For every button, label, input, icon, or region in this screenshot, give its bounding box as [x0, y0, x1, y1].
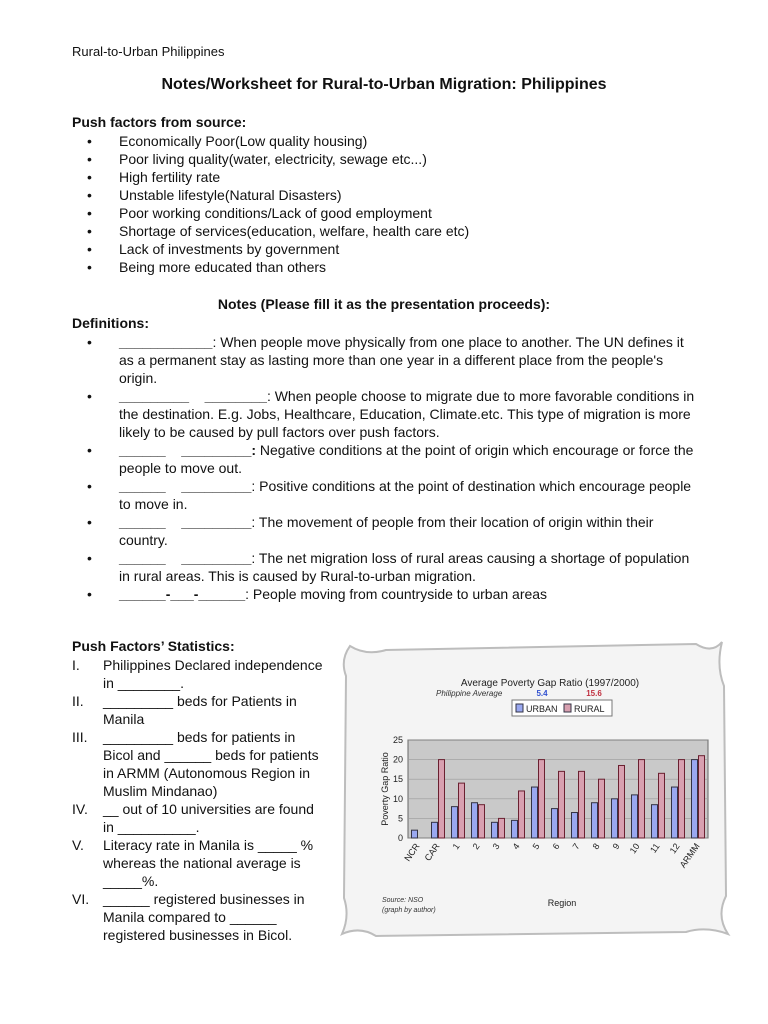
push-factor-text: Poor working conditions/Lack of good employment	[119, 205, 432, 221]
y-axis-label: Poverty Gap Ratio	[380, 752, 390, 826]
stat-item	[72, 728, 327, 800]
bullet: •	[87, 334, 92, 350]
x-axis-label: Region	[547, 898, 577, 908]
chart-average-label: Philippine Average	[436, 689, 503, 698]
bar-rural	[439, 760, 445, 838]
bar-urban	[612, 799, 618, 838]
push-factors-list	[72, 132, 702, 276]
bar-urban	[512, 820, 518, 838]
legend-label-urban: URBAN	[526, 704, 558, 714]
stat-item	[72, 890, 327, 944]
definitions-list	[72, 333, 702, 603]
bullet: •	[87, 151, 92, 167]
notes-heading: Notes (Please fill it as the presentation proceeds):	[217, 296, 551, 312]
y-tick-label: 20	[392, 754, 403, 765]
x-tick-label: 1	[450, 841, 462, 852]
bullet: •	[87, 514, 92, 530]
bullet: •	[87, 586, 92, 602]
stat-number: I.	[72, 657, 80, 673]
legend-swatch-rural	[564, 704, 571, 712]
definition-blank[interactable]: ______ _________:	[119, 442, 257, 458]
bullet: •	[87, 169, 92, 185]
bar-rural	[499, 818, 505, 838]
page-header: Rural-to-Urban Philippines	[72, 44, 225, 59]
bar-urban	[672, 787, 678, 838]
stat-text[interactable]: _________ beds for Patients in Manila	[103, 693, 297, 727]
definition-blank[interactable]: _________ ________	[119, 388, 267, 404]
bar-urban	[412, 830, 418, 838]
definition-blank[interactable]: ______-___-______	[119, 586, 246, 602]
push-factor-item	[72, 132, 702, 150]
push-factor-text: Shortage of services(education, welfare, health care etc)	[119, 223, 470, 239]
definition-item	[72, 441, 702, 477]
bar-urban	[692, 760, 698, 838]
x-tick-label: 4	[510, 841, 522, 852]
stats-list	[72, 656, 327, 944]
stat-item	[72, 692, 327, 728]
bar-urban	[492, 822, 498, 838]
definitions-heading: Definitions:	[72, 315, 149, 331]
definition-text: : When people move physically from one place to another. The UN defines it as a permanent stay as lasting more than one year in a different place from the people's origin.	[119, 334, 684, 386]
x-tick-label: 9	[610, 841, 622, 852]
chart-source-note: (graph by author)	[382, 907, 436, 914]
bar-rural	[479, 805, 485, 838]
bullet: •	[87, 478, 92, 494]
definition-blank[interactable]: ______ _________	[119, 550, 252, 566]
chart-title: Average Poverty Gap Ratio (1997/2000)	[460, 678, 640, 689]
y-tick-label: 25	[392, 735, 403, 745]
stat-number: III.	[72, 729, 88, 745]
push-factor-text: Economically Poor(Low quality housing)	[119, 133, 368, 149]
legend-swatch-urban	[516, 704, 523, 712]
definition-blank[interactable]: ____________	[119, 334, 213, 350]
bullet: •	[87, 259, 92, 275]
push-factor-text: High fertility rate	[119, 169, 221, 185]
push-factor-item	[72, 222, 702, 240]
bar-urban	[632, 795, 638, 838]
bar-rural	[599, 779, 605, 838]
bar-urban	[552, 809, 558, 838]
definition-text: : When people choose to migrate due to more favorable conditions in the destination. E.g. Jobs, Healthcare, Education, Climate.etc. This type of migration is more likely to be caused by pull factors over push factors.	[119, 388, 695, 440]
stat-number: IV.	[72, 801, 88, 817]
bar-urban	[532, 787, 538, 838]
bar-rural	[639, 760, 645, 838]
push-factor-text: Lack of investments by government	[119, 241, 340, 257]
bar-rural	[579, 771, 585, 838]
definition-item	[72, 333, 702, 387]
push-factor-text: Being more educated than others	[119, 259, 327, 275]
x-tick-label: 6	[550, 841, 562, 852]
definition-text: : People moving from countryside to urban areas	[245, 586, 548, 602]
y-tick-label: 15	[392, 774, 403, 785]
y-tick-label: 5	[397, 813, 403, 824]
stat-text[interactable]: Literacy rate in Manila is _____ % whereas the national average is _____%.	[103, 837, 314, 889]
definition-item	[72, 585, 702, 603]
bar-urban	[432, 822, 438, 838]
stat-number: VI.	[72, 891, 90, 907]
definition-text: : Positive conditions at the point of destination which encourage people to move in.	[119, 478, 692, 512]
chart-average-rural: 15.6	[586, 689, 602, 698]
bullet: •	[87, 133, 92, 149]
bar-urban	[572, 813, 578, 838]
legend-label-rural: RURAL	[574, 704, 605, 714]
stats-heading: Push Factors’ Statistics:	[72, 638, 235, 654]
bar-urban	[652, 805, 658, 838]
stat-item	[72, 836, 327, 890]
stat-text[interactable]: __ out of 10 universities are found in __________.	[103, 801, 314, 835]
push-factor-item	[72, 186, 702, 204]
push-factor-item	[72, 168, 702, 186]
stat-item	[72, 656, 327, 692]
chart-average-urban: 5.4	[536, 689, 548, 698]
stat-text[interactable]: ______ registered businesses in Manila compared to ______ registered businesses in Bicol.	[103, 891, 305, 943]
bar-rural	[539, 760, 545, 838]
push-factor-text: Poor living quality(water, electricity, sewage etc...)	[119, 151, 427, 167]
bullet: •	[87, 388, 92, 404]
y-tick-label: 0	[397, 833, 403, 843]
push-factors-heading: Push factors from source:	[72, 114, 247, 130]
bullet: •	[87, 223, 92, 239]
bar-rural	[699, 756, 705, 838]
bullet: •	[87, 241, 92, 257]
x-tick-label: ARMM	[677, 841, 702, 870]
definition-text: : The movement of people from their location of origin within their country.	[119, 514, 654, 548]
chart-source: Source: NSO	[382, 897, 424, 904]
page-title: Notes/Worksheet for Rural-to-Urban Migration: Philippines	[161, 76, 607, 93]
push-factor-text: Unstable lifestyle(Natural Disasters)	[119, 187, 342, 203]
bar-rural	[519, 791, 525, 838]
y-tick-label: 10	[392, 793, 403, 804]
x-tick-label: 11	[648, 841, 662, 855]
bar-rural	[659, 773, 665, 838]
definition-item	[72, 387, 702, 441]
bullet: •	[87, 205, 92, 221]
definition-text: : The net migration loss of rural areas causing a shortage of population in rural areas. This is caused by Rural-to-urban migration.	[119, 550, 690, 584]
push-factor-item	[72, 204, 702, 222]
push-factor-item	[72, 240, 702, 258]
stat-item	[72, 800, 327, 836]
stat-number: V.	[72, 837, 84, 853]
bar-rural	[459, 783, 465, 838]
x-tick-label: 5	[530, 841, 542, 852]
x-tick-label: 2	[470, 841, 482, 852]
bullet: •	[87, 550, 92, 566]
x-tick-label: CAR	[422, 841, 442, 863]
bullet: •	[87, 442, 92, 458]
stat-text[interactable]: _________ beds for patients in Bicol and ______ beds for patients in ARMM (Autonomous Region in Muslim Mindanao)	[103, 729, 319, 799]
x-tick-label: 8	[590, 841, 602, 852]
poverty-gap-chart	[336, 636, 732, 940]
push-factor-item	[72, 150, 702, 168]
bar-rural	[559, 771, 565, 838]
bar-urban	[472, 803, 478, 838]
poverty-chart-frame	[336, 636, 732, 940]
definition-blank[interactable]: ______ _________	[119, 478, 252, 494]
x-tick-label: 3	[490, 841, 502, 852]
definition-blank[interactable]: ______ _________	[119, 514, 252, 530]
definition-item	[72, 549, 702, 585]
definition-item	[72, 513, 702, 549]
stat-number: II.	[72, 693, 84, 709]
bar-rural	[679, 760, 685, 838]
bar-urban	[592, 803, 598, 838]
x-tick-label: NCR	[402, 841, 422, 864]
bar-urban	[452, 807, 458, 838]
x-tick-label: 7	[570, 841, 582, 852]
bar-rural	[619, 765, 625, 838]
x-tick-label: 12	[667, 841, 682, 856]
definition-item	[72, 477, 702, 513]
bullet: •	[87, 187, 92, 203]
push-factor-item	[72, 258, 702, 276]
x-tick-label: 10	[627, 841, 642, 856]
stat-text[interactable]: Philippines Declared independence in ________.	[103, 657, 323, 691]
definition-text: Negative conditions at the point of origin which encourage or force the people to move out.	[119, 442, 694, 476]
